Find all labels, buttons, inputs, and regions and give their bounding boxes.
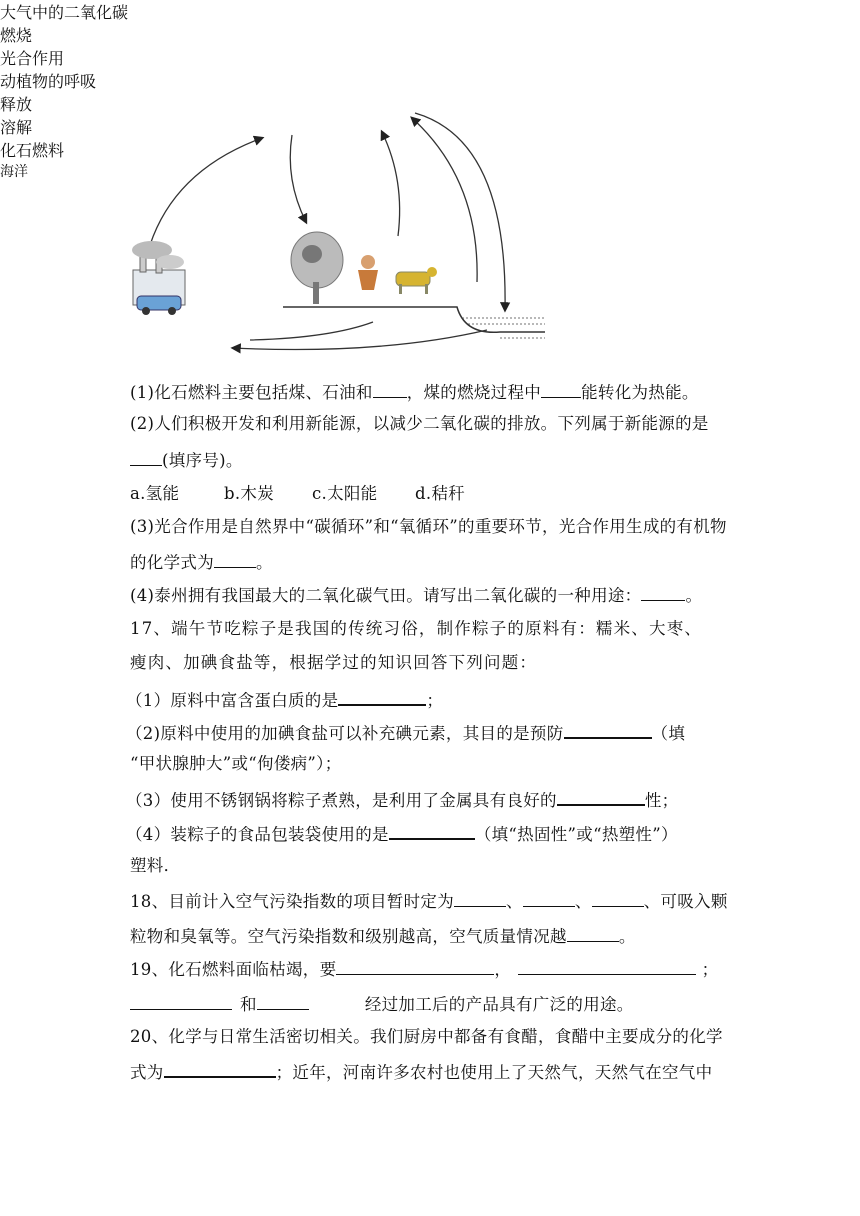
p17-q3-blank[interactable] — [557, 788, 645, 806]
p18-text-b-end: 。 — [618, 927, 636, 946]
q2-text-b: (填序号)。 — [162, 451, 243, 470]
label-release: 释放 — [0, 95, 33, 114]
p18-sep-1: 、 — [506, 892, 523, 911]
p17-q2-end: （填 — [651, 724, 686, 743]
q4-line — [130, 584, 702, 606]
p18-text-b: 粒物和臭氧等。空气污染指数和级别越高，空气质量情况越 — [130, 927, 567, 946]
option-c: c.太阳能 — [312, 484, 378, 503]
q2-options — [130, 484, 465, 504]
p17-q4 — [126, 822, 678, 845]
p19-comma: ， — [494, 960, 512, 979]
p17-q1-text: （1）原料中富含蛋白质的是 — [126, 691, 339, 710]
q1-text-2: ，煤的燃烧过程中 — [406, 383, 542, 402]
p19-line-b — [130, 993, 634, 1015]
p20-text: 式为 — [130, 1063, 164, 1082]
p18-blank-2[interactable] — [523, 890, 575, 907]
p20-blank[interactable] — [164, 1060, 276, 1078]
q1-line — [130, 381, 699, 403]
p18-sep-2: 、 — [574, 892, 592, 911]
q1-text: (1)化石燃料主要包括煤、石油和 — [130, 383, 373, 402]
q3-blank[interactable] — [214, 551, 256, 568]
p19-blank-1[interactable] — [336, 958, 494, 975]
option-a: a.氢能 — [130, 484, 180, 503]
p17-q4-line-b: 塑料． — [130, 856, 181, 875]
p17-line-a: 17、端午节吃粽子是我国的传统习俗，制作粽子的原料有：糯米、大枣、 — [130, 619, 703, 638]
q1-text-3: 能转化为热能。 — [581, 383, 699, 402]
p17-q4-text: （4）装粽子的食品包装袋使用的是 — [126, 825, 389, 844]
p20-line-a: 20、化学与日常生活密切相关。我们厨房中都备有食醋，食醋中主要成分的化学 — [130, 1027, 723, 1046]
p17-q2-line-b: “甲状腺肿大”或“佝偻病”）； — [130, 754, 342, 773]
release-arrow — [412, 118, 477, 282]
p17-q4-blank[interactable] — [389, 822, 475, 840]
p20-line-b — [130, 1060, 712, 1083]
label-dissolve: 溶解 — [0, 118, 33, 137]
p18-text: 18、目前计入空气污染指数的项目暂时定为 — [130, 892, 454, 911]
p18-text-end: 、可吸入颗 — [643, 892, 728, 911]
p17-line-b: 瘦肉、加碘食盐等，根据学过的知识回答下列问题： — [130, 653, 538, 672]
p19-blank-3[interactable] — [130, 993, 232, 1010]
p18-line-a — [130, 890, 728, 912]
respire-arrow — [382, 132, 400, 236]
p19-text-end: 经过加工后的产品具有广泛的用途。 — [364, 995, 634, 1014]
q3-text: 的化学式为 — [130, 553, 214, 572]
q4-text: (4)泰州拥有我国最大的二氧化碳气田。请写出二氧化碳的一种用途： — [130, 586, 642, 605]
p19-line-a — [130, 958, 718, 980]
label-ocean: 海洋 — [0, 164, 28, 180]
label-burn: 燃烧 — [0, 26, 33, 45]
q3-line-b — [130, 551, 273, 573]
q1-blank-2[interactable] — [541, 381, 581, 398]
label-respiration: 动植物的呼吸 — [0, 72, 97, 91]
p19-blank-2[interactable] — [518, 958, 696, 975]
q4-blank[interactable] — [641, 584, 685, 601]
photo-arrow — [290, 135, 306, 222]
p17-q3-text: （3）使用不锈钢锅将粽子煮熟，是利用了金属具有良好的 — [126, 791, 557, 810]
p19-and: 和 — [240, 995, 257, 1014]
p19-blank-4[interactable] — [257, 993, 309, 1010]
tree-icon — [291, 232, 343, 304]
p17-q4-end: （填“热固性”或“热塑性”） — [474, 825, 678, 844]
p20-text-end: ；近年，河南许多农村也使用上了天然气，天然气在空气中 — [275, 1063, 713, 1082]
p17-q3 — [126, 788, 678, 811]
figure-title: 大气中的二氧化碳 — [0, 3, 129, 22]
label-fossil-fuel: 化石燃料 — [0, 141, 65, 160]
factory-icon — [132, 241, 185, 315]
p17-q1-blank[interactable] — [338, 688, 426, 706]
p19-semi: ； — [701, 960, 719, 979]
p18-blank-1[interactable] — [454, 890, 506, 907]
p17-q2 — [126, 721, 685, 744]
p18-blank-4[interactable] — [567, 925, 619, 942]
p19-text: 19、化石燃料面临枯竭，要 — [130, 960, 337, 979]
carbon-cycle-figure — [0, 0, 860, 181]
p18-line-b — [130, 925, 636, 947]
q2-blank[interactable] — [130, 449, 162, 466]
person-icon — [358, 255, 378, 290]
option-b: b.木炭 — [224, 484, 275, 503]
p17-q3-end: 性； — [644, 791, 679, 810]
q1-blank-1[interactable] — [373, 381, 407, 398]
p18-blank-3[interactable] — [592, 890, 644, 907]
q2-line-b — [130, 449, 243, 471]
option-d: d.秸秆 — [415, 484, 466, 503]
p17-q1-end: ； — [426, 691, 444, 710]
return-arrow-2 — [250, 322, 373, 340]
q3-end: 。 — [256, 553, 273, 572]
p17-q2-blank[interactable] — [564, 721, 652, 739]
q2-line-a: (2)人们积极开发和利用新能源，以减少二氧化碳的排放。下列属于新能源的是 — [130, 414, 709, 433]
label-photosynthesis: 光合作用 — [0, 49, 65, 68]
cow-icon — [396, 267, 437, 294]
q3-line-a: (3)光合作用是自然界中“碳循环”和“氧循环”的重要环节，光合作用生成的有机物 — [130, 517, 727, 536]
p17-q2-text: （2)原料中使用的加碘食盐可以补充碘元素，其目的是预防 — [126, 724, 564, 743]
burn-arrow — [150, 138, 262, 245]
p17-q1 — [126, 688, 443, 711]
q4-end: 。 — [685, 586, 703, 605]
